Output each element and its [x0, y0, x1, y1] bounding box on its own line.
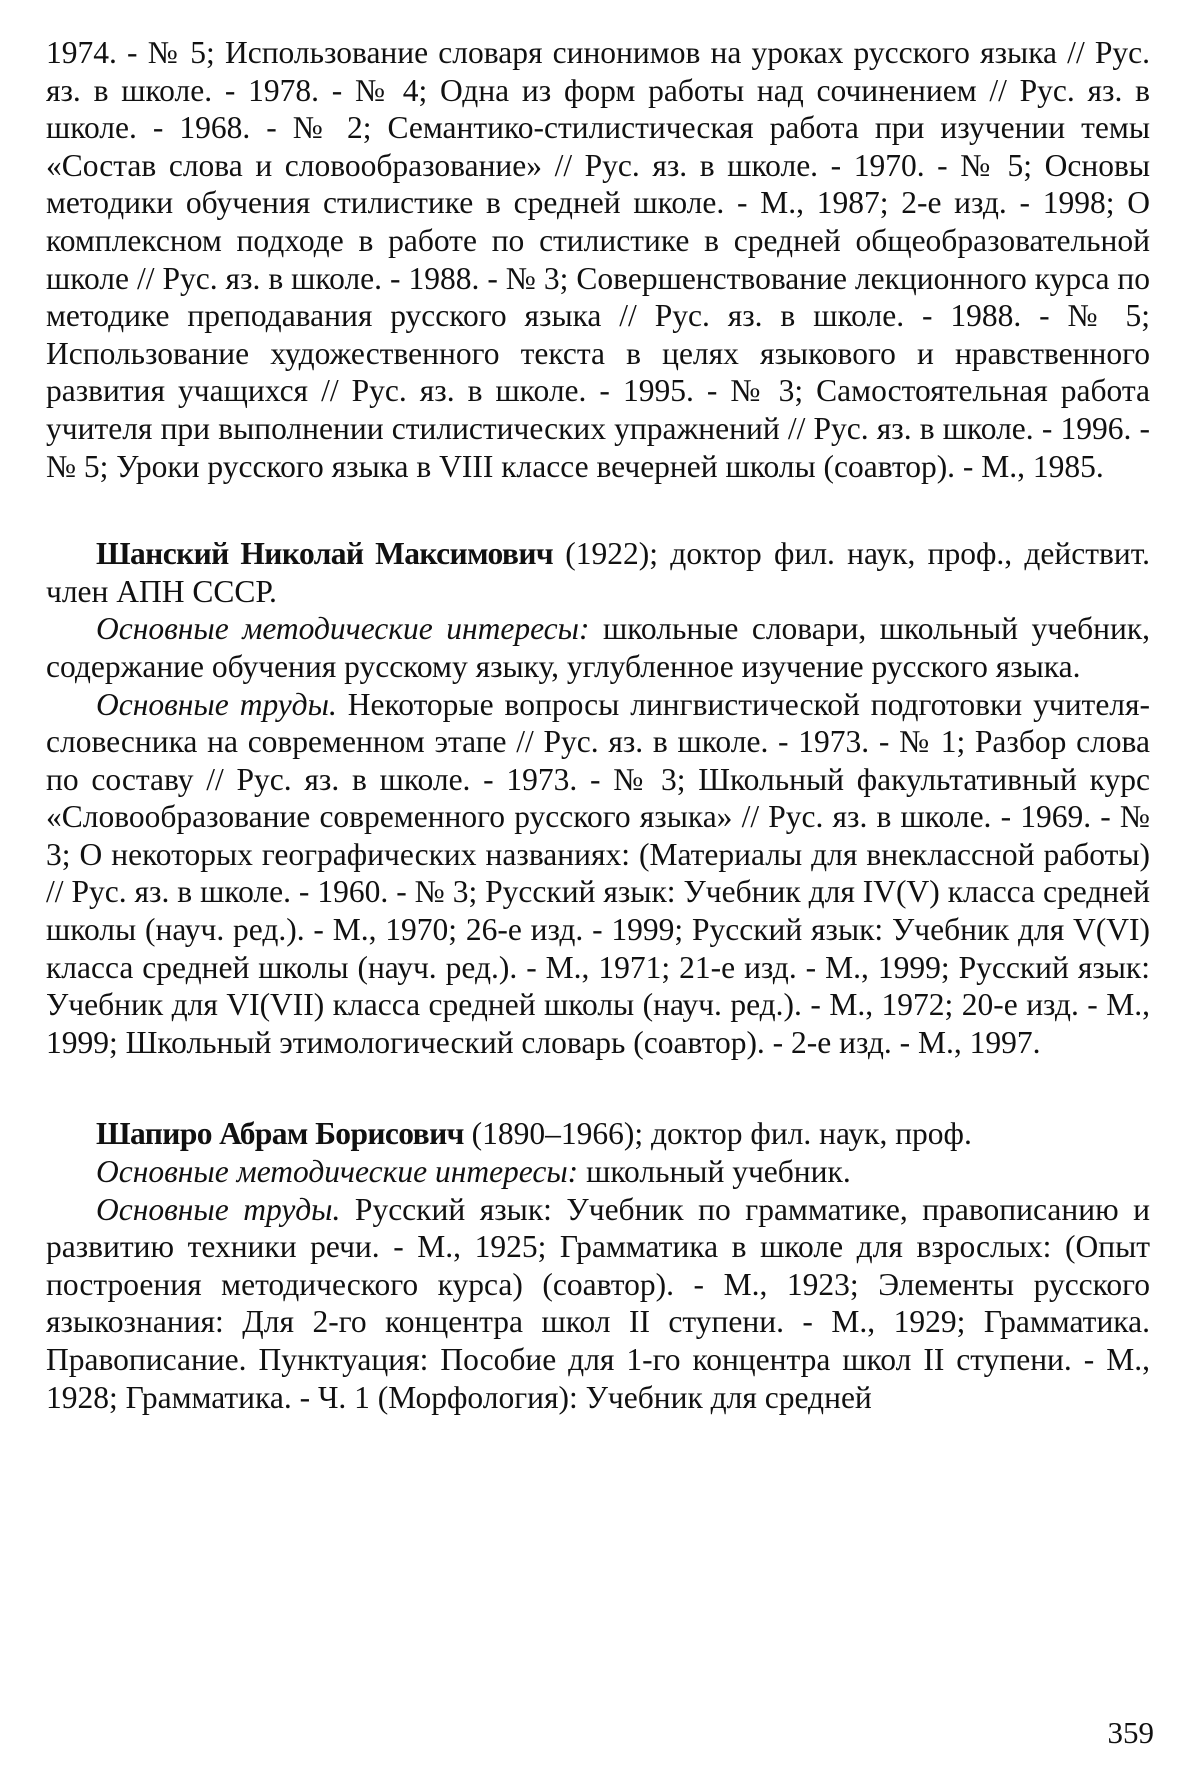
entry-interests [46, 1153, 1150, 1191]
entry-interests [46, 610, 1150, 685]
document-body [46, 34, 1150, 1416]
entry-works [46, 686, 1150, 1062]
entry-separator [46, 485, 1150, 535]
entry-shapiro [46, 1115, 1150, 1416]
entry-info: (1922); доктор фил. наук, проф., действит. член АПН СССР. [46, 536, 1150, 609]
works-label: Основные труды. [96, 1191, 341, 1227]
interests-label: Основные методические интересы: [96, 1154, 579, 1190]
entry-info: (1890–1966); доктор фил. наук, проф. [463, 1116, 972, 1152]
interests-label: Основные методические интересы: [96, 611, 590, 647]
entry-shansky [46, 535, 1150, 1061]
works-text: Некоторые вопросы лингвистической подготовки учителя-словесника на современном этапе // Рус. яз. в школе. - 1973. - № 1; Разбор слова по составу // Рус. яз. в школе. - 1973. - № 3; Школьный факультативный курс «Словообразование современного русского языка» // Рус. яз. в школе. - 1969. - № 3; О некоторых географических названиях: (Материалы для внеклассной работы) // Рус. яз. в школе. - 1960. - № 3; Русский язык: Учебник для IV(V) класса средней школы (науч. ред.). - М., 1970; 26-е изд. - 1999; Русский язык: Учебник для V(VI) класса средней школы (науч. ред.). - М., 1971; 21-е изд. - М., 1999; Русский язык: Учебник для VI(VII) класса средней школы (науч. ред.). - М., 1972; 20-е изд. - М., 1999; Школьный этимологический словарь (соавтор). - 2-е изд. - М., 1997. [46, 686, 1151, 1060]
interests-text: школьные словари, школьный учебник, содержание обучения русскому языку, углубленное изучение русского языка. [46, 611, 1150, 684]
works-label: Основные труды. [96, 686, 337, 722]
works-text: Русский язык: Учебник по грамматике, правописанию и развитию техники речи. - М., 1925; Грамматика в школе для взрослых: (Опыт построения методического курса) (соавтор). - М., 1923; Элементы русского языкознания: Для 2-го концентра школ II ступени. - М., 1929; Грамматика. Правописание. Пунктуация: Пособие для 1-го концентра школ II ступени. - М., 1928; Грамматика. - Ч. 1 (Морфология): Учебник для средней [46, 1191, 1151, 1415]
page-number: 359 [1107, 1715, 1154, 1750]
entry-header [46, 535, 1150, 610]
entry-works [46, 1191, 1150, 1417]
entry-separator [46, 1061, 1150, 1115]
continued-bibliography: 1974. - № 5; Использование словаря синонимов на уроках русского языка // Рус. яз. в школе. - 1978. - № 4; Одна из форм работы над сочинением // Рус. яз. в школе. - 1968. - № 2; Семантико-стилистическая работа при изучении темы «Состав слова и словообразование» // Рус. яз. в школе. - 1970. - № 5; Основы методики обучения стилистике в средней школе. - М., 1987; 2-е изд. - 1998; О комплексном подходе в работе по стилистике в средней общеобразовательной школе // Рус. яз. в школе. - 1988. - № 3; Совершенствование лекционного курса по методике преподавания русского языка // Рус. яз. в школе. - 1988. - № 5; Использование художественного текста в целях языкового и нравственного развития учащихся // Рус. яз. в школе. - 1995. - № 3; Самостоятельная работа учителя при выполнении стилистических упражнений // Рус. яз. в школе. - 1996. - № 5; Уроки русского языка в VIII классе вечерней школы (соавтор). - М., 1985. [46, 35, 1150, 484]
entry-name: Шанский Николай Максимович [96, 536, 554, 572]
interests-text: школьный учебник. [578, 1154, 851, 1190]
entry-header [46, 1115, 1150, 1153]
entry-name: Шапиро Абрам Борисович [96, 1116, 464, 1152]
